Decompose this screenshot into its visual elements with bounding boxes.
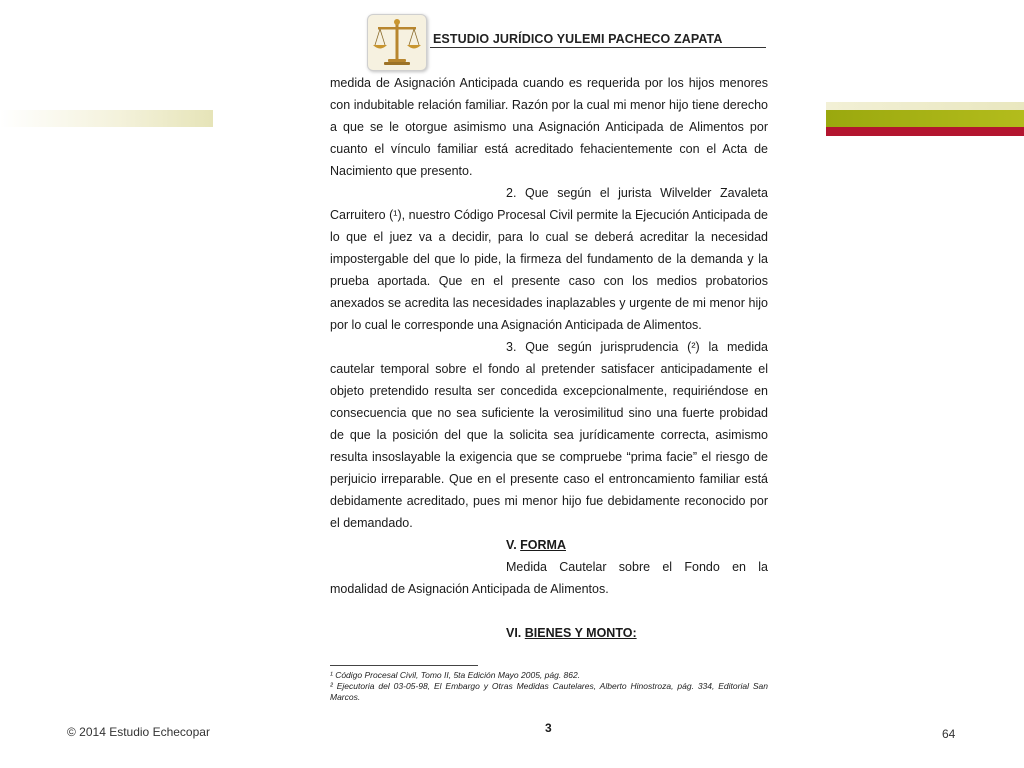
- copyright-text: © 2014 Estudio Echecopar: [67, 725, 210, 739]
- scales-of-justice-logo: [367, 14, 427, 71]
- document-body-sections: [330, 534, 768, 644]
- document-body: [330, 72, 768, 534]
- paragraph-4: Medida Cautelar sobre el Fondo en la modalidad de Asignación Anticipada de Alimentos.: [330, 560, 768, 596]
- page-number: 3: [545, 721, 552, 735]
- footnote-1: ¹ Código Procesal Civil, Tomo II, 5ta Edición Mayo 2005, pág. 862.: [330, 670, 581, 680]
- footnote-rule: [330, 665, 478, 666]
- footnotes: [330, 670, 768, 703]
- section-5-title: FORMA: [520, 538, 566, 552]
- slide-number: 64: [942, 727, 956, 741]
- section-6-heading: VI. BIENES Y MONTO:: [506, 626, 637, 640]
- paragraph-3: 3. Que según jurisprudencia (²) la medida cautelar temporal sobre el fondo al pretender satisfacer anticipadamente el objeto pretendido resulta ser concedida excepcionalmente, requiriéndose en consecuencia que no sea suficiente la verosimilitud sino una fuerte probidad de que la posición del que la solicita sea jurídicamente correcta, asimismo resulta insoslayable la exigencia que se compruebe “prima facie” el riesgo de perjuicio irreparable. Que en el presente caso el entroncamiento familiar está debidamente acreditado, pues mi menor hijo fue debidamente reconocido por el demandado.: [330, 340, 768, 530]
- footnote-2: ² Ejecutoria del 03-05-98, El Embargo y Otras Medidas Cautelares, Alberto Hinostroza, pág. 334, Editorial San Marcos.: [330, 681, 768, 702]
- section-5-heading: V. FORMA: [506, 538, 566, 552]
- paragraph-1: medida de Asignación Anticipada cuando es requerida por los hijos menores con indubitable relación familiar. Razón por la cual mi menor hijo tiene derecho a que se le otorgue asimismo una Asignación Anticipada de Alimentos por cuanto el vínculo familiar está acreditado fehacientemente con el Acta de Nacimiento que presento.: [330, 76, 768, 178]
- firm-name: ESTUDIO JURÍDICO YULEMI PACHECO ZAPATA: [433, 32, 723, 46]
- decorative-bar-right: [826, 102, 1024, 136]
- header-rule: [430, 47, 766, 48]
- section-6-title: BIENES Y MONTO:: [524, 626, 637, 640]
- paragraph-2: 2. Que según el jurista Wilvelder Zavaleta Carruitero (¹), nuestro Código Procesal Civil permite la Ejecución Anticipada de lo que el juez va a decidir, para lo cual se deberá acreditar la necesidad impostergable del que lo pide, la firmeza del fundamento de la demanda y la prueba aportada. Que en el presente caso con los medios probatorios anexados se acredita las necesidades inaplazables y urgente de mi menor hijo por lo cual le corresponde una Asignación Anticipada de Alimentos.: [330, 186, 768, 332]
- decorative-bar-left: [0, 110, 213, 127]
